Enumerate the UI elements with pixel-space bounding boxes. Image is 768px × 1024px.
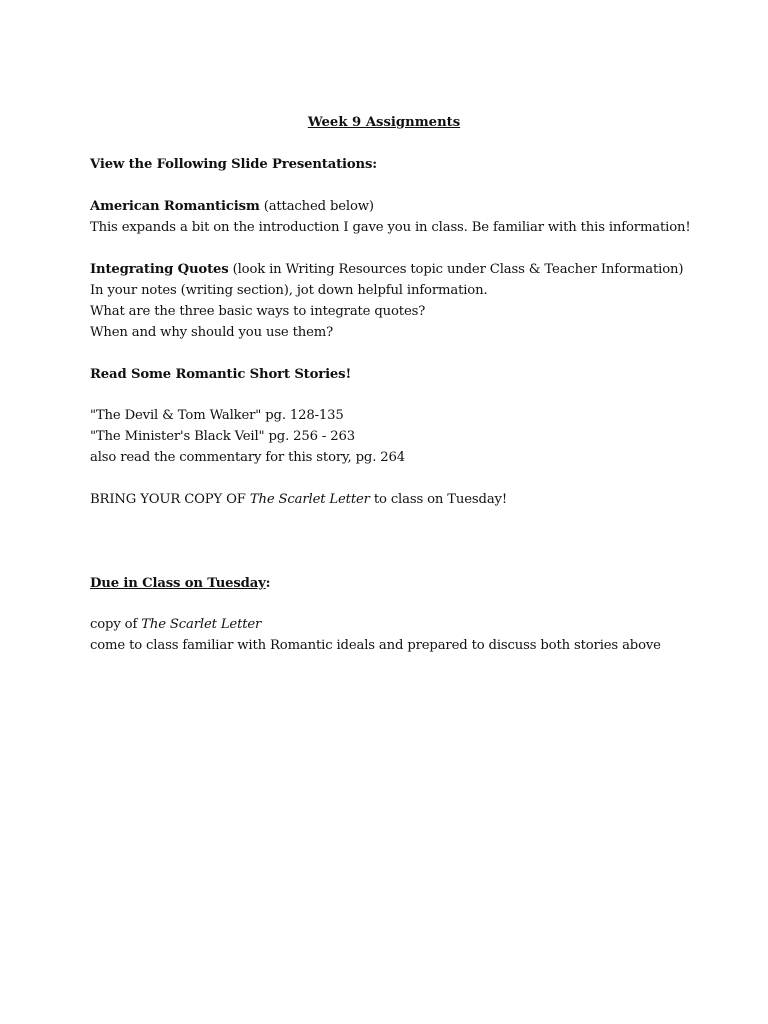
story-devil-tom-walker: "The Devil & Tom Walker" pg. 128-135 xyxy=(90,408,344,423)
stories-heading: Read Some Romantic Short Stories! xyxy=(90,367,352,382)
story-ministers-black-veil: "The Minister's Black Veil" pg. 256 - 263 xyxy=(90,429,355,444)
due-copy-line xyxy=(90,616,261,634)
bring-book-title: The Scarlet Letter xyxy=(249,492,370,507)
bring-copy-line xyxy=(90,491,507,509)
due-heading-line xyxy=(90,575,270,593)
integrating-quotes-line-2: What are the three basic ways to integrate quotes? xyxy=(90,304,426,319)
american-romanticism-name: American Romanticism xyxy=(90,199,260,214)
bring-prefix: BRING YOUR COPY OF xyxy=(90,492,250,507)
american-romanticism-note: (attached below) xyxy=(259,199,374,214)
due-heading-colon: : xyxy=(265,576,271,591)
due-copy-prefix: copy of xyxy=(90,617,142,632)
integrating-quotes-line-1: In your notes (writing section), jot down helpful information. xyxy=(90,283,488,298)
due-discuss-line: come to class familiar with Romantic ideals and prepared to discuss both stories above xyxy=(90,638,661,653)
slides-heading: View the Following Slide Presentations: xyxy=(90,157,377,172)
due-copy-book-title: The Scarlet Letter xyxy=(141,617,262,632)
integrating-quotes-line xyxy=(90,261,683,279)
bring-suffix: to class on Tuesday! xyxy=(369,492,508,507)
due-heading: Due in Class on Tuesday xyxy=(90,576,266,591)
american-romanticism-line xyxy=(90,198,374,216)
story-commentary: also read the commentary for this story, pg. 264 xyxy=(90,450,406,465)
page-title: Week 9 Assignments xyxy=(307,115,461,130)
integrating-quotes-name: Integrating Quotes xyxy=(90,262,229,277)
american-romanticism-description: This expands a bit on the introduction I gave you in class. Be familiar with this information! xyxy=(90,220,691,235)
integrating-quotes-line-3: When and why should you use them? xyxy=(90,325,334,340)
integrating-quotes-note: (look in Writing Resources topic under Class & Teacher Information) xyxy=(228,262,684,277)
